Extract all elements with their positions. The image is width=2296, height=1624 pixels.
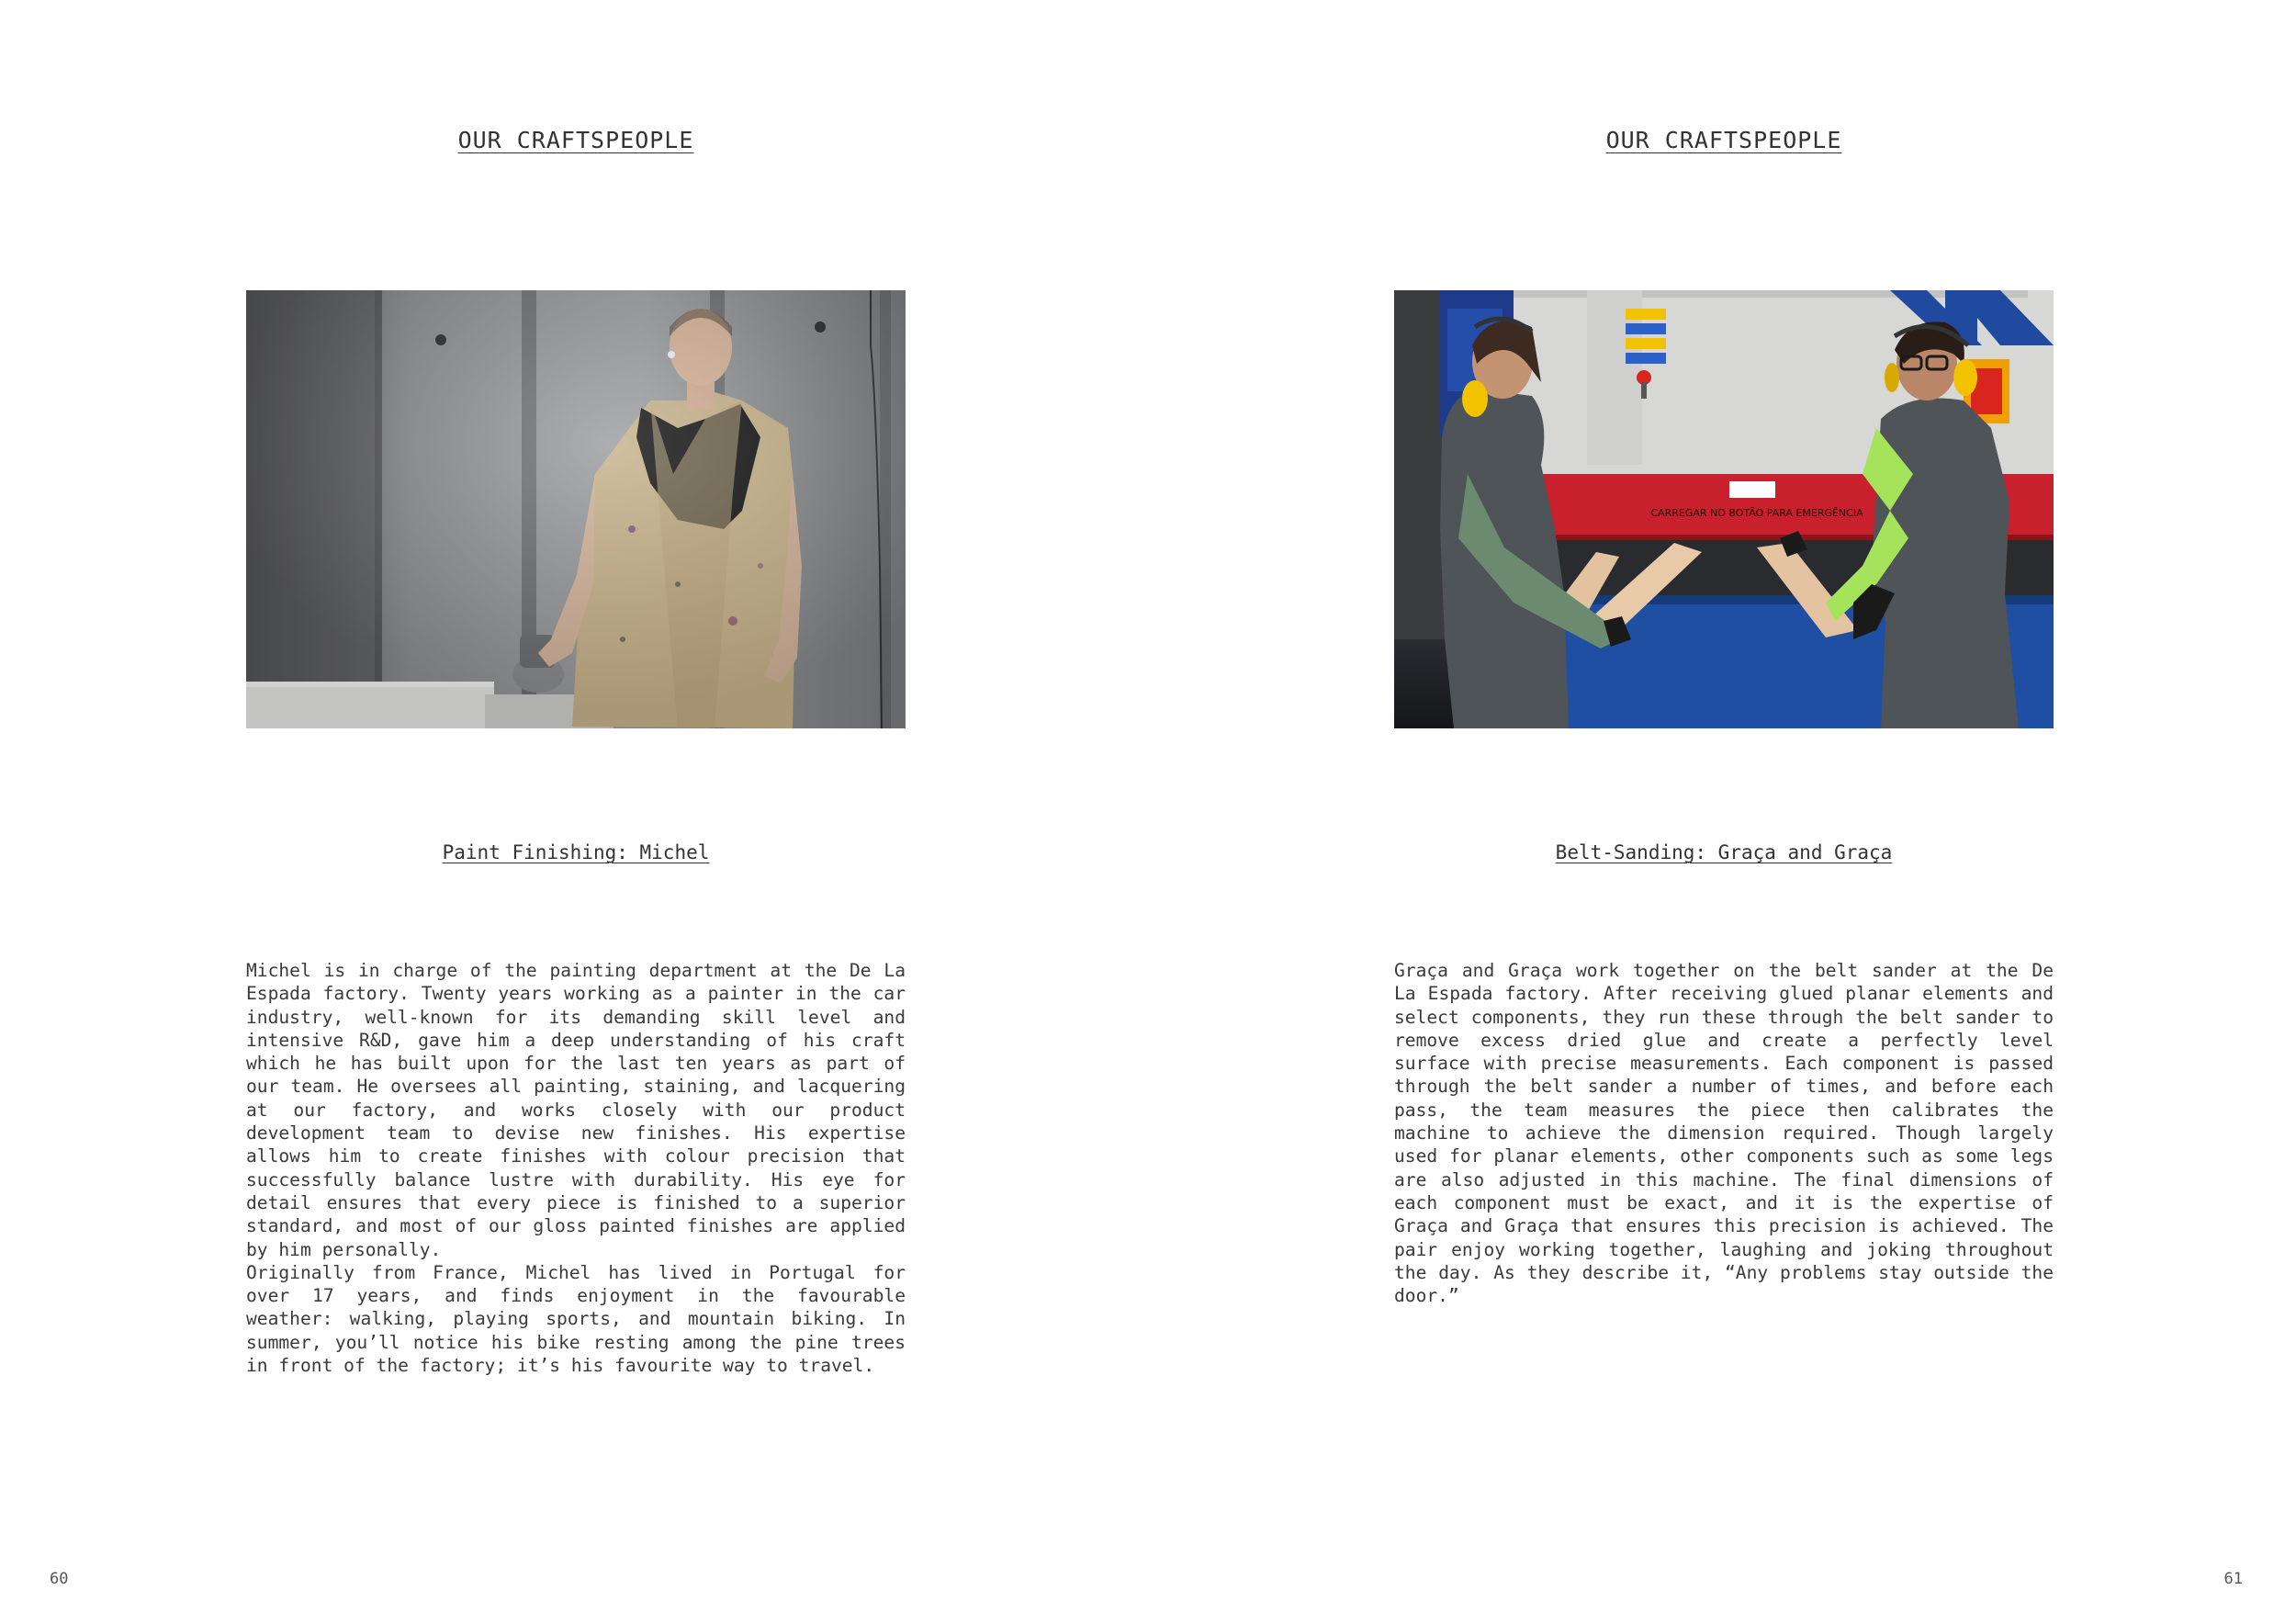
page-number: 61 — [2223, 1570, 2243, 1588]
section-title: OUR CRAFTSPEOPLE — [1605, 127, 1842, 153]
photo-michel-illustration — [246, 290, 906, 728]
body-text — [1394, 959, 2054, 1307]
photo-michel — [246, 290, 906, 728]
body-text — [246, 959, 906, 1377]
page-number: 60 — [50, 1570, 69, 1588]
body-paragraph: Graça and Graça work together on the belt sander at the De La Espada factory. After receiving glued planar elements and select components, they run these through the belt sander to remove excess dried glue and create a perfectly level surface with precise measurements. Each component is passed through the belt sander a number of times, and before each pass, the team measures the piece then calibrates the machine to achieve the dimension required. Though largely used for planar elements, other components such as some legs are also adjusted in this machine. The final dimensions of each component must be exact, and it is the expertise of Graça and Graça that ensures this precision is achieved. The pair enjoy working together, laughing and joking throughout the day. As they describe it, “Any problems stay outside the door.” — [1394, 960, 2054, 1307]
machine-sign-text: CARREGAR NO BOTÃO PARA EMERGÊNCIA — [1650, 507, 1863, 519]
photo-graca-illustration — [1394, 290, 2054, 728]
section-subtitle: Belt-Sanding: Graça and Graça — [1555, 841, 1893, 863]
photo-graca-and-graca — [1394, 290, 2054, 728]
right-page — [1148, 0, 2296, 1624]
body-paragraph: Michel is in charge of the painting department at the De La Espada factory. Twenty years working as a painter in the car industry, well-known for its demanding skill level and intensive R&D, gave him a deep understanding of his craft which he has built upon for the last ten years as part of our team. He oversees all painting, staining, and lacquering at our factory, and works closely with our product development team to devise new finishes. His expertise allows him to create finishes with colour precision that successfully balance lustre with durability. His eye for detail ensures that every piece is finished to a superior standard, and most of our gloss painted finishes are applied by him personally. — [246, 960, 906, 1260]
body-paragraph: Originally from France, Michel has lived in Portugal for over 17 years, and finds enjoyment in the favourable weather: walking, playing sports, and mountain biking. In summer, you’ll notice his bike resting among the pine trees in front of the factory; it’s his favourite way to travel. — [246, 1261, 906, 1377]
section-title: OUR CRAFTSPEOPLE — [457, 127, 694, 153]
section-subtitle: Paint Finishing: Michel — [442, 841, 710, 863]
